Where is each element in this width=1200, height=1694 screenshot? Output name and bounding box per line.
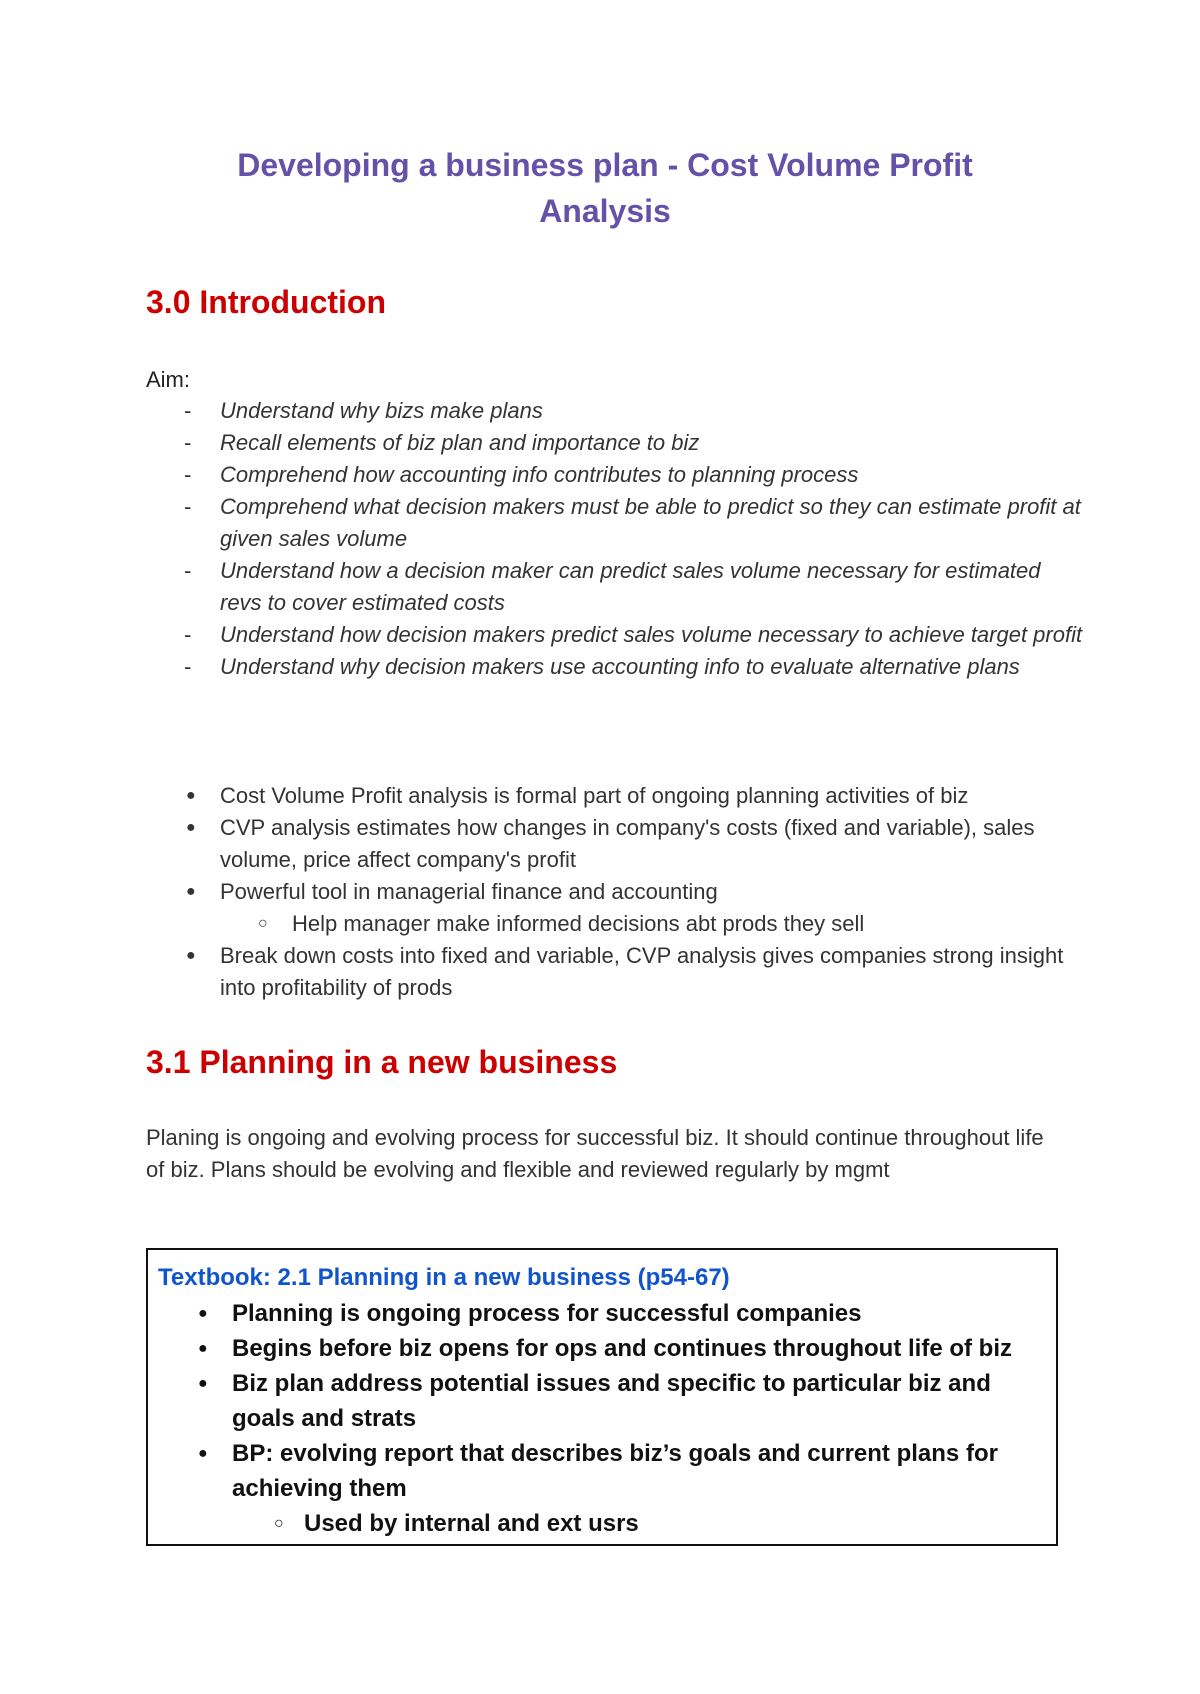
aim-item [146, 491, 1086, 555]
aim-item [146, 459, 1086, 491]
dash-bullet: - [184, 654, 192, 679]
aim-item [146, 395, 1086, 427]
bullet-dot-icon: ● [198, 1305, 208, 1322]
bullet-dot-icon: ● [186, 883, 196, 900]
document-title [146, 142, 1064, 234]
textbook-callout-box [146, 1248, 1058, 1546]
document-title-line-2: Analysis [539, 193, 671, 229]
sub-list-item [146, 908, 1096, 940]
list-item [158, 1296, 1038, 1331]
intro-bullet-list [146, 780, 1096, 1004]
list-item-text: CVP analysis estimates how changes in company's costs (fixed and variable), sales volume, price affect company's profit [220, 815, 1035, 872]
aim-item [146, 651, 1086, 683]
list-item [146, 780, 1096, 812]
aim-text: Understand how a decision maker can predict sales volume necessary for estimated revs to cover estimated costs [220, 558, 1041, 615]
dash-bullet: - [184, 462, 192, 487]
aim-text: Comprehend what decision makers must be able to predict so they can estimate profit at given sales volume [220, 494, 1081, 551]
bullet-circle-icon: ○ [258, 915, 268, 932]
aim-list [146, 395, 1086, 683]
list-item-text: BP: evolving report that describes biz’s goals and current plans for achieving them [232, 1440, 998, 1502]
aim-item [146, 427, 1086, 459]
list-item-text: Used by internal and ext usrs [304, 1510, 639, 1537]
list-item-text: Break down costs into fixed and variable, CVP analysis gives companies strong insight into profitability of prods [220, 943, 1064, 1000]
bullet-dot-icon: ● [198, 1445, 208, 1462]
aim-item [146, 619, 1086, 651]
textbook-bullet-list [158, 1296, 1038, 1541]
dash-bullet: - [184, 494, 192, 519]
aim-text: Understand why bizs make plans [220, 398, 543, 423]
list-item [146, 940, 1096, 1004]
list-item [158, 1436, 1038, 1506]
aim-item [146, 555, 1086, 619]
bullet-circle-icon: ○ [274, 1515, 284, 1532]
list-item-text: Biz plan address potential issues and specific to particular biz and goals and strats [232, 1370, 991, 1432]
bullet-dot-icon: ● [198, 1375, 208, 1392]
list-item [158, 1331, 1038, 1366]
bullet-dot-icon: ● [186, 947, 196, 964]
sub-list-item [158, 1506, 1038, 1541]
section-heading-introduction: 3.0 Introduction [146, 284, 386, 320]
textbook-title: Textbook: 2.1 Planning in a new business (p54-67) [158, 1264, 730, 1291]
list-item-text: Help manager make informed decisions abt prods they sell [292, 911, 865, 936]
planning-paragraph: Planing is ongoing and evolving process for successful biz. It should continue throughout life of biz. Plans should be evolving and flexible and reviewed regularly by mgmt [146, 1125, 1044, 1182]
bullet-dot-icon: ● [186, 819, 196, 836]
aim-text: Understand how decision makers predict sales volume necessary to achieve target profit [220, 622, 1083, 647]
list-item-text: Cost Volume Profit analysis is formal part of ongoing planning activities of biz [220, 783, 969, 808]
list-item-text: Powerful tool in managerial finance and accounting [220, 879, 718, 904]
document-title-line-1: Developing a business plan - Cost Volume Profit [237, 147, 973, 183]
aim-label: Aim: [146, 367, 190, 392]
aim-text: Comprehend how accounting info contributes to planning process [220, 462, 859, 487]
bullet-dot-icon: ● [198, 1340, 208, 1357]
list-item [146, 812, 1096, 876]
bullet-dot-icon: ● [186, 787, 196, 804]
dash-bullet: - [184, 622, 192, 647]
section-heading-planning: 3.1 Planning in a new business [146, 1044, 618, 1080]
list-item-text: Planning is ongoing process for successful companies [232, 1300, 862, 1327]
list-item [146, 876, 1096, 908]
aim-text: Recall elements of biz plan and importance to biz [220, 430, 700, 455]
dash-bullet: - [184, 430, 192, 455]
list-item [158, 1366, 1038, 1436]
list-item-text: Begins before biz opens for ops and continues throughout life of biz [232, 1335, 1012, 1362]
aim-text: Understand why decision makers use accounting info to evaluate alternative plans [220, 654, 1020, 679]
dash-bullet: - [184, 398, 192, 423]
dash-bullet: - [184, 558, 192, 583]
